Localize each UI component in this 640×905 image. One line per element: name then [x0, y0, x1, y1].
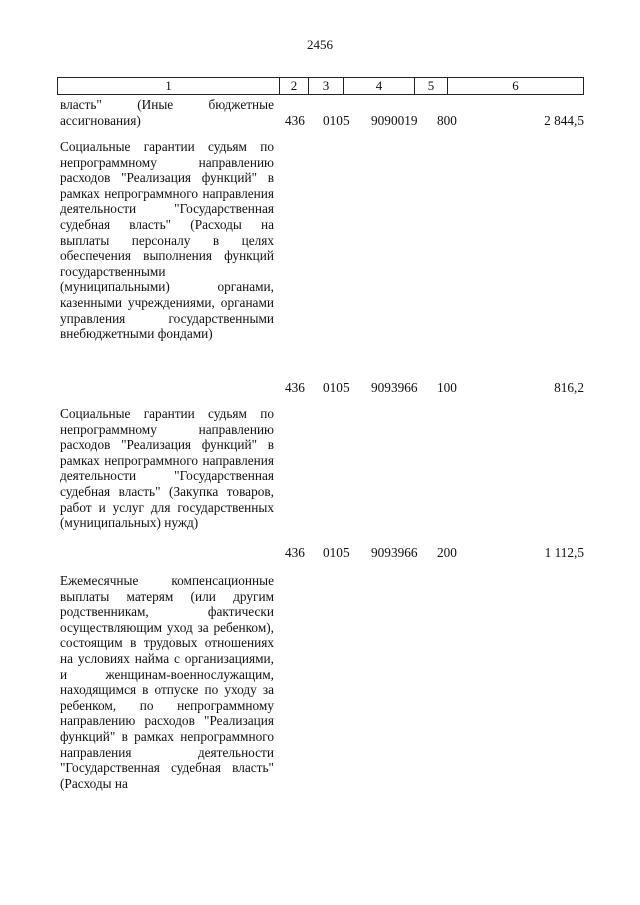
row-target: 9093966 [371, 380, 418, 395]
header-col-4: 4 [343, 78, 414, 94]
row-ministry: 436 [285, 380, 305, 395]
row-description: Социальные гарантии судьям по непрограммному направлению расходов "Реализация функций" в рамках непрограммного направления деятельности "Государственная судебная власть" (Закупка товаров, работ и услуг для государственных (муниципальных) нужд) [60, 406, 274, 531]
page-number: 2456 [307, 37, 333, 52]
row-description: власть" (Иные бюджетные ассигнования) [60, 97, 274, 128]
row-section: 0105 [323, 113, 350, 128]
row-expense-type: 200 [437, 545, 457, 560]
header-col-3: 3 [308, 78, 343, 94]
header-col-5: 5 [414, 78, 447, 94]
header-col-6: 6 [447, 78, 583, 94]
row-amount: 1 112,5 [544, 545, 584, 560]
row-description: Ежемесячные компенсационные выплаты матерям (или другим родственникам, фактически осуществляющим уход за ребенком), состоящим в трудовых отношениях на условиях найма с организациями, и женщинам-военнослужащим, находящимся в отпуске по уходу за ребенком, по непрограммному направлению расходов "Реализация функций" в рамках непрограммного направления деятельности "Государственная судебная власть" (Расходы на [60, 573, 274, 791]
row-description: Социальные гарантии судьям по непрограммному направлению расходов "Реализация функций" в рамках непрограммного направления деятельности "Государственная судебная власть" (Расходы на выплаты персоналу в целях обеспечения выполнения функций государственными (муниципальными) органами, казенными учреждениями, органами управления государственными внебюджетными фондами) [60, 139, 274, 342]
table-row [60, 406, 584, 561]
row-ministry: 436 [285, 545, 305, 560]
table-header [57, 77, 584, 95]
header-col-1: 1 [165, 78, 172, 93]
row-amount: 816,2 [554, 380, 584, 395]
row-section: 0105 [323, 545, 350, 560]
row-target: 9090019 [371, 113, 418, 128]
table-row [60, 573, 584, 833]
row-target: 9093966 [371, 545, 418, 560]
table-row [60, 97, 584, 129]
row-amount: 2 844,5 [544, 113, 584, 128]
row-ministry: 436 [285, 113, 305, 128]
row-expense-type: 800 [437, 113, 457, 128]
header-col-2: 2 [279, 78, 308, 94]
row-expense-type: 100 [437, 380, 457, 395]
row-section: 0105 [323, 380, 350, 395]
table-row [60, 139, 584, 396]
